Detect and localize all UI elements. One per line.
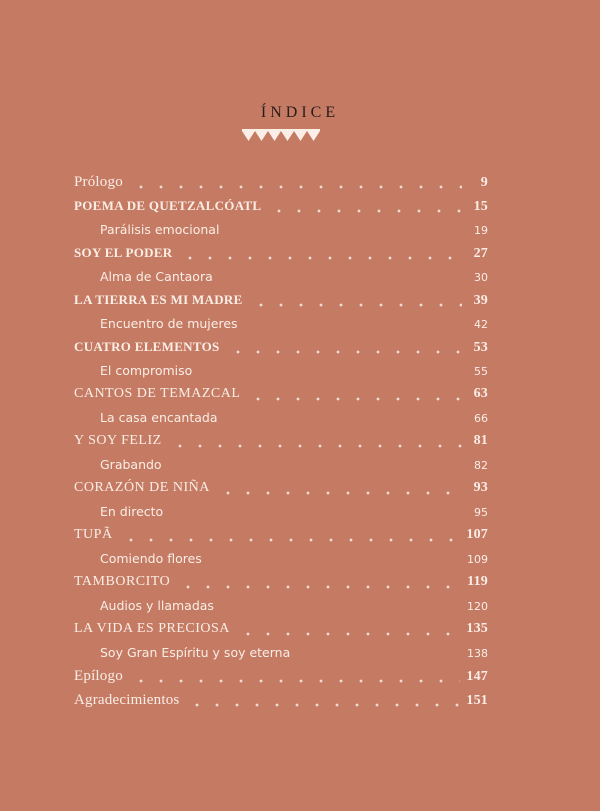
- toc-entry-page: 81: [473, 433, 488, 448]
- toc-subentry: [74, 316, 488, 339]
- toc-subentry: [74, 645, 488, 668]
- dot-leader: [251, 300, 462, 310]
- toc-subentry-title: Comiendo flores: [100, 551, 202, 566]
- toc-entry-page: 39: [473, 293, 488, 308]
- dot-leader: [228, 347, 462, 357]
- toc-entry: [74, 692, 488, 716]
- toc-entry: [74, 245, 488, 269]
- toc-subentry-page: 82: [474, 459, 488, 472]
- dot-leader: [218, 488, 462, 498]
- toc-entry-title: POEMA DE QUETZALCÓATL: [74, 198, 262, 213]
- toc-subentry-page: 66: [474, 412, 488, 425]
- toc-subentry-page: 19: [474, 224, 488, 237]
- toc-entry-page: 151: [466, 693, 488, 708]
- dot-leader: [170, 441, 462, 451]
- toc-entry-page: 93: [473, 480, 488, 495]
- toc-entry: [74, 292, 488, 316]
- toc-subentry-page: 120: [467, 600, 488, 613]
- dot-leader: [269, 206, 462, 216]
- toc-subentry-page: 138: [467, 647, 488, 660]
- dot-leader: [248, 394, 462, 404]
- toc-entry-title: TUPÃ: [74, 527, 113, 542]
- toc-entry: [74, 480, 488, 504]
- toc-entry: [74, 574, 488, 598]
- toc-subentry-page: 95: [474, 506, 488, 519]
- toc-entry-title: CORAZÓN DE NIÑA: [74, 480, 210, 495]
- toc-entry: [74, 339, 488, 363]
- toc-entry-page: 15: [473, 199, 488, 214]
- toc-entry-page: 135: [466, 621, 488, 636]
- toc-entry-title: Y SOY FELIZ: [74, 433, 162, 448]
- toc-list: [74, 174, 488, 716]
- toc-entry: [74, 527, 488, 551]
- toc-entry-page: 9: [480, 175, 488, 190]
- toc-subentry: [74, 222, 488, 245]
- toc-entry-title: SOY EL PODER: [74, 245, 173, 260]
- toc-entry-title: CUATRO ELEMENTOS: [74, 339, 220, 354]
- toc-subentry: [74, 598, 488, 621]
- toc-subentry-title: Soy Gran Espíritu y soy eterna: [100, 645, 291, 660]
- toc-subentry: [74, 504, 488, 527]
- dot-leader: [238, 629, 461, 639]
- toc-entry-title: CANTOS DE TEMAZCAL: [74, 386, 241, 401]
- toc-entry: [74, 433, 488, 457]
- toc-entry: [74, 198, 488, 222]
- toc-subentry-title: Grabando: [100, 457, 162, 472]
- toc-entry-page: 63: [473, 386, 488, 401]
- toc-entry-title: Prólogo: [74, 174, 123, 190]
- zigzag-ornament-icon: [242, 129, 320, 141]
- toc-subentry-title: Encuentro de mujeres: [100, 316, 238, 331]
- toc-entry-title: Agradecimientos: [74, 692, 180, 708]
- toc-entry-title: LA VIDA ES PRECIOSA: [74, 621, 230, 636]
- toc-subentry-title: La casa encantada: [100, 410, 218, 425]
- toc-subentry-title: Parálisis emocional: [100, 222, 220, 237]
- toc-entry-title: TAMBORCITO: [74, 574, 171, 589]
- toc-subentry-page: 30: [474, 271, 488, 284]
- dot-leader: [180, 253, 462, 263]
- toc-subentry-title: Audios y llamadas: [100, 598, 214, 613]
- toc-subentry-title: Alma de Cantaora: [100, 269, 213, 284]
- toc-entry-page: 147: [466, 669, 488, 684]
- toc-subentry-page: 109: [467, 553, 488, 566]
- toc-entry-page: 27: [473, 246, 488, 261]
- dot-leader: [187, 700, 460, 710]
- toc-heading: ÍNDICE: [260, 104, 340, 121]
- dot-leader: [131, 182, 462, 192]
- toc-subentry-page: 55: [474, 365, 488, 378]
- toc-entry-title: Epílogo: [74, 668, 123, 684]
- toc-entry: [74, 621, 488, 645]
- toc-entry: [74, 668, 488, 692]
- toc-subentry: [74, 410, 488, 433]
- toc-subentry-page: 42: [474, 318, 488, 331]
- toc-subentry: [74, 269, 488, 292]
- toc-subentry: [74, 551, 488, 574]
- toc-subentry: [74, 363, 488, 386]
- toc-entry-page: 119: [467, 574, 488, 589]
- dot-leader: [178, 582, 461, 592]
- toc-entry-page: 53: [473, 340, 488, 355]
- toc-subentry-title: El compromiso: [100, 363, 193, 378]
- toc-entry: [74, 386, 488, 410]
- dot-leader: [121, 535, 461, 545]
- dot-leader: [131, 676, 460, 686]
- toc-subentry-title: En directo: [100, 504, 164, 519]
- toc-entry: [74, 174, 488, 198]
- toc-entry-page: 107: [466, 527, 488, 542]
- toc-subentry: [74, 457, 488, 480]
- toc-entry-title: LA TIERRA ES MI MADRE: [74, 292, 243, 307]
